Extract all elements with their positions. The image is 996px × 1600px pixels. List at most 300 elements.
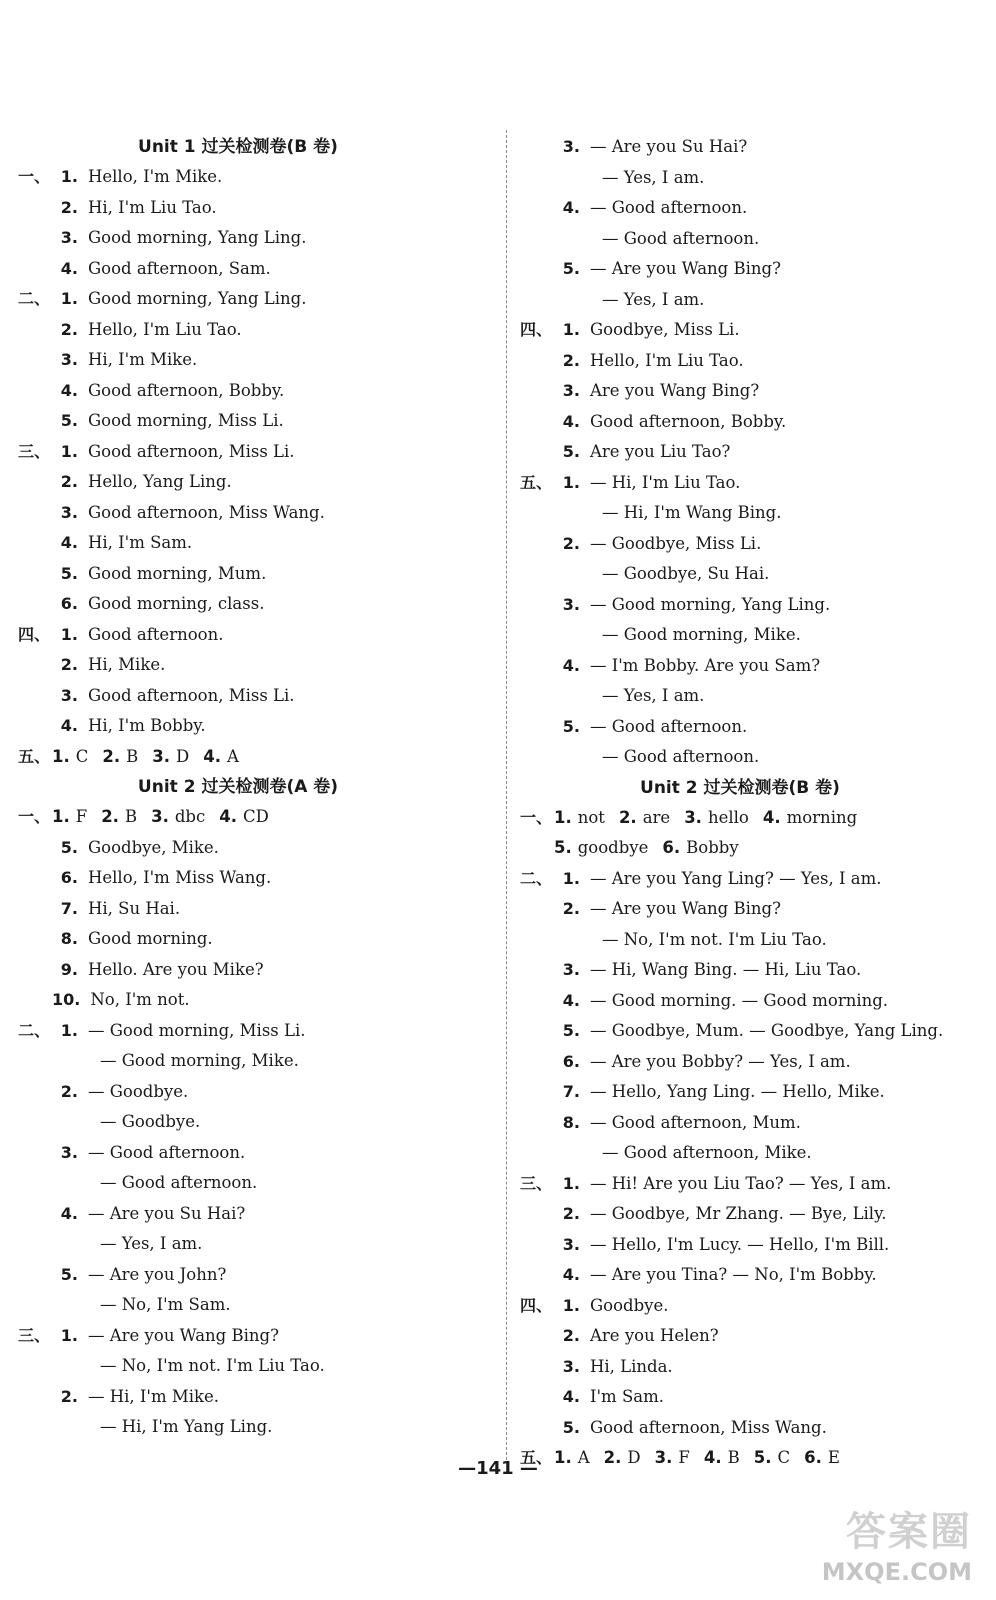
answer-line — [520, 681, 990, 712]
answer-line — [18, 162, 488, 193]
answer-line — [520, 712, 990, 743]
answer-line — [520, 1016, 990, 1047]
answer-line — [520, 1382, 990, 1413]
watermark-logo — [822, 1500, 972, 1592]
answer-value: A — [577, 1448, 590, 1467]
answer-text: — Hi, Wang Bing. — Hi, Liu Tao. — [590, 960, 862, 979]
section-marker: 二、 — [18, 289, 51, 308]
right-column — [520, 132, 990, 1474]
answer-line — [18, 254, 488, 285]
answer-text: — Yes, I am. — [602, 686, 705, 705]
answer-number: 6. — [562, 1051, 580, 1071]
answer-number: 8. — [60, 929, 78, 948]
left-column — [18, 132, 488, 1443]
answer-number: 6. — [804, 1448, 822, 1467]
answer-line — [520, 894, 990, 925]
answer-number: 2. — [562, 533, 580, 553]
section-marker: 一、 — [18, 807, 51, 826]
answer-text: — Are you Wang Bing? — [88, 1325, 279, 1345]
answer-text: No, I'm not. — [90, 990, 190, 1009]
section-heading: Unit 1 过关检测卷(B 卷) — [138, 137, 338, 157]
answer-text: Good afternoon. — [88, 624, 224, 644]
answer-text: — Goodbye. — [88, 1081, 189, 1101]
answer-line — [18, 1016, 488, 1047]
answer-number: 1. — [60, 1325, 78, 1345]
answer-number: 2. — [60, 1081, 78, 1101]
answer-text: — Good afternoon, Mum. — [590, 1112, 801, 1132]
answer-text: Good morning, class. — [88, 594, 265, 613]
answer-text: Hello, I'm Miss Wang. — [88, 868, 272, 887]
answer-number: 3. — [562, 594, 580, 614]
answer-line — [18, 650, 488, 681]
answer-number: 3. — [60, 685, 78, 705]
answer-number: 5. — [60, 563, 78, 583]
answer-number: 2. — [101, 807, 119, 826]
answer-text: Good morning, Yang Ling. — [88, 228, 307, 247]
answer-number: 8. — [562, 1112, 580, 1132]
answer-text: Hi, Linda. — [590, 1356, 673, 1376]
answer-text: — No, I'm not. I'm Liu Tao. — [602, 929, 827, 949]
answer-number: 2. — [603, 1448, 622, 1467]
answer-line — [520, 1199, 990, 1230]
answer-text: — Hi, I'm Mike. — [88, 1386, 220, 1406]
answer-number: 3. — [562, 137, 580, 156]
answer-number: 3. — [152, 746, 171, 766]
answer-text: — Goodbye. — [100, 1112, 201, 1131]
answer-number: 1. — [554, 1448, 572, 1467]
answer-line — [18, 498, 488, 529]
answer-text: — Yes, I am. — [602, 289, 705, 309]
answer-line — [520, 590, 990, 621]
answer-line — [18, 620, 488, 651]
section-heading: Unit 2 过关检测卷(B 卷) — [640, 777, 840, 798]
answer-text: Hello, I'm Mike. — [88, 167, 223, 186]
answer-value: Bobby — [686, 838, 739, 857]
answer-text: — Are you Wang Bing? — [590, 259, 781, 278]
answer-number: 3. — [562, 1356, 580, 1376]
answer-text: — Are you Yang Ling? — Yes, I am. — [590, 868, 882, 888]
answer-text: — I'm Bobby. Are you Sam? — [590, 655, 821, 675]
answer-number: 1. — [60, 624, 78, 644]
answer-line — [520, 986, 990, 1017]
answer-number: 1. — [60, 1020, 78, 1040]
section-heading: Unit 2 过关检测卷(A 卷) — [137, 777, 339, 797]
answer-text: — Yes, I am. — [602, 167, 705, 187]
answer-text: — Hello, Yang Ling. — Hello, Mike. — [590, 1082, 885, 1101]
answer-number: 4. — [60, 533, 78, 552]
answer-number: 4. — [562, 198, 580, 217]
answer-text: — Hi, I'm Liu Tao. — [590, 472, 741, 492]
answer-number: 4. — [762, 807, 781, 827]
answer-text: — Goodbye, Su Hai. — [602, 564, 770, 583]
answer-value: C — [777, 1448, 791, 1467]
answer-text: Goodbye. — [590, 1295, 669, 1315]
answer-number: 1. — [52, 746, 70, 766]
answer-number: 3. — [60, 1142, 78, 1162]
answer-number: 4. — [203, 746, 221, 766]
answer-text: — Hi, I'm Wang Bing. — [602, 503, 782, 522]
answer-line — [520, 1169, 990, 1200]
answer-text: Good afternoon, Miss Li. — [88, 441, 295, 461]
answer-line — [18, 1229, 488, 1260]
answer-text: — Hi! Are you Liu Tao? — Yes, I am. — [590, 1173, 892, 1193]
answer-line — [520, 1321, 990, 1352]
answer-value: C — [75, 746, 89, 766]
answer-text: — Are you Su Hai? — [590, 137, 748, 156]
answer-line — [520, 437, 990, 468]
answer-number: 10. — [52, 990, 81, 1009]
answer-text: — Good afternoon. — [590, 716, 748, 736]
answer-line — [520, 1291, 990, 1322]
answer-line — [18, 223, 488, 254]
answer-line — [18, 406, 488, 437]
answer-value: hello — [707, 807, 749, 827]
answer-line — [18, 1260, 488, 1291]
answer-text: Good afternoon, Miss Li. — [88, 685, 295, 705]
answer-number: 2. — [562, 1326, 580, 1345]
answer-line — [520, 1138, 990, 1169]
answer-line — [520, 1230, 990, 1261]
answer-text: Are you Liu Tao? — [590, 442, 731, 461]
answer-line — [520, 833, 990, 864]
answer-text: — Good morning. — Good morning. — [590, 990, 889, 1010]
answer-line — [18, 1412, 488, 1443]
section-marker: 五、 — [520, 472, 553, 492]
answer-number: 1. — [60, 167, 78, 186]
answer-line — [520, 315, 990, 346]
answer-text: — Good morning, Yang Ling. — [590, 594, 831, 614]
answer-number: 4. — [219, 807, 237, 826]
answer-text: Good afternoon, Miss Wang. — [590, 1417, 827, 1437]
answer-number: 3. — [60, 228, 78, 247]
answer-text: Hi, I'm Mike. — [88, 350, 198, 369]
answer-number: 5. — [60, 411, 78, 430]
answer-text: — Are you Wang Bing? — [590, 899, 781, 918]
answer-number: 3. — [684, 807, 702, 827]
answer-text: Are you Wang Bing? — [590, 381, 760, 400]
answer-line — [520, 1108, 990, 1139]
answer-text: — Goodbye, Mum. — Goodbye, Yang Ling. — [590, 1021, 944, 1040]
answer-number: 1. — [60, 289, 78, 308]
answer-line — [520, 742, 990, 773]
answer-number: 4. — [60, 258, 78, 278]
answer-text: Hi, Su Hai. — [88, 898, 181, 918]
answer-line — [18, 1046, 488, 1077]
answer-number: 2. — [562, 350, 580, 370]
inline-answer — [554, 838, 648, 857]
answer-line — [18, 559, 488, 590]
answer-text: Hello, I'm Liu Tao. — [590, 350, 744, 370]
answer-text: — No, I'm Sam. — [100, 1295, 231, 1314]
answer-line — [18, 1077, 488, 1108]
answer-number: 3. — [562, 381, 580, 400]
answer-line — [18, 681, 488, 712]
answer-number: 2. — [60, 319, 78, 339]
answer-text: — Good afternoon. — [590, 198, 748, 217]
inline-answer — [102, 747, 138, 766]
answer-line — [520, 925, 990, 956]
answer-number: 4. — [60, 716, 78, 735]
answer-line — [18, 1199, 488, 1230]
answer-text: — Good afternoon. — [88, 1142, 246, 1162]
answer-line — [520, 529, 990, 560]
answer-text: Good morning, Miss Li. — [88, 411, 284, 430]
answer-text: Hello, I'm Liu Tao. — [88, 319, 242, 339]
answer-number: 2. — [60, 1386, 78, 1406]
answer-line — [18, 437, 488, 468]
answer-number: 5. — [60, 837, 78, 857]
section-marker: 一、 — [18, 167, 51, 186]
answer-line — [18, 1290, 488, 1321]
answer-line — [520, 376, 990, 407]
answer-number: 1. — [562, 868, 580, 888]
inline-answer — [219, 807, 269, 826]
answer-line — [18, 985, 488, 1016]
answer-line — [520, 651, 990, 682]
answer-text: Are you Helen? — [590, 1326, 719, 1345]
section-marker: 四、 — [520, 320, 553, 339]
answer-number: 4. — [60, 1203, 78, 1223]
answer-number: 1. — [554, 807, 572, 827]
answer-text: — Hello, I'm Lucy. — Hello, I'm Bill. — [590, 1234, 890, 1254]
answer-line — [18, 467, 488, 498]
answer-text: — Good morning, Mike. — [602, 625, 801, 644]
page-number: —141 — — [458, 1458, 538, 1479]
answer-line — [520, 407, 990, 438]
answer-line — [520, 498, 990, 529]
answer-number: 3. — [60, 350, 78, 369]
answer-number: 1. — [562, 320, 580, 339]
answer-value: B — [126, 746, 139, 766]
answer-text: Hello. Are you Mike? — [88, 959, 264, 979]
answer-line — [520, 285, 990, 316]
answer-line — [520, 1077, 990, 1108]
answer-line — [18, 833, 488, 864]
answer-number: 4. — [60, 380, 78, 400]
answer-number: 2. — [562, 1204, 580, 1223]
answer-text: Good afternoon, Bobby. — [88, 380, 285, 400]
answer-number: 4. — [562, 411, 580, 431]
inline-answer — [662, 838, 738, 857]
answer-number: 6. — [60, 594, 78, 613]
answer-value: goodbye — [577, 838, 649, 857]
answer-line — [520, 254, 990, 285]
answer-line — [520, 803, 990, 834]
answer-number: 4. — [703, 1448, 722, 1467]
section-marker: 二、 — [520, 868, 553, 888]
answer-text: Hi, I'm Bobby. — [88, 716, 206, 735]
answer-line — [18, 1382, 488, 1413]
section-marker: 五、 — [520, 1448, 553, 1467]
answer-text: — Are you John? — [88, 1264, 227, 1284]
answer-text: Good afternoon, Sam. — [88, 258, 271, 278]
answer-number: 4. — [562, 1265, 580, 1284]
inline-answer — [763, 808, 857, 827]
section-marker: 三、 — [18, 1325, 51, 1345]
answer-line — [520, 1047, 990, 1078]
answer-number: 1. — [52, 807, 70, 826]
answer-number: 1. — [562, 1295, 580, 1315]
answer-number: 5. — [753, 1448, 772, 1467]
answer-number: 5. — [562, 1417, 580, 1437]
answer-number: 6. — [60, 868, 78, 887]
answer-line — [18, 315, 488, 346]
answer-text: Hi, Mike. — [88, 655, 166, 674]
answer-number: 1. — [562, 472, 580, 492]
answer-line — [18, 894, 488, 925]
inline-answer — [52, 747, 88, 766]
answer-number: 2. — [102, 746, 121, 766]
answer-line — [520, 193, 990, 224]
answer-text: — Goodbye, Mr Zhang. — Bye, Lily. — [590, 1204, 887, 1223]
answer-line — [18, 193, 488, 224]
answer-text: — Hi, I'm Yang Ling. — [100, 1417, 273, 1436]
answer-number: 4. — [562, 1387, 580, 1406]
answer-text: — No, I'm not. I'm Liu Tao. — [100, 1356, 325, 1375]
answer-text: Good afternoon, Bobby. — [590, 411, 787, 431]
answer-number: 5. — [562, 1021, 580, 1040]
answer-number: 5. — [562, 716, 580, 736]
answer-number: 1. — [60, 441, 78, 461]
section-marker: 二、 — [18, 1020, 51, 1040]
answer-text: — Good afternoon, Mike. — [602, 1143, 812, 1162]
inline-answer — [684, 808, 749, 827]
answer-value: E — [827, 1448, 840, 1467]
answer-line — [520, 163, 990, 194]
answer-text: — Are you Su Hai? — [88, 1203, 246, 1223]
watermark-text: 答案圈 — [846, 1509, 972, 1555]
answer-text: Good morning, Yang Ling. — [88, 289, 307, 308]
answer-line — [520, 620, 990, 651]
answer-text: — Are you Tina? — No, I'm Bobby. — [590, 1265, 877, 1284]
answer-line — [18, 924, 488, 955]
answer-line — [18, 863, 488, 894]
answer-value: B — [727, 1448, 740, 1467]
answer-line — [18, 711, 488, 742]
answer-value: A — [227, 746, 239, 766]
answer-line — [18, 742, 488, 773]
answer-line — [520, 1260, 990, 1291]
answer-line — [520, 864, 990, 895]
answer-line — [18, 802, 488, 833]
answer-number: 4. — [562, 655, 580, 675]
answer-number: 2. — [60, 655, 78, 674]
answer-value: F — [678, 1448, 690, 1467]
answer-line — [520, 1352, 990, 1383]
answer-number: 9. — [60, 959, 78, 979]
answer-number: 1. — [562, 1173, 580, 1193]
answer-number: 7. — [562, 1082, 580, 1101]
answer-line — [18, 1107, 488, 1138]
answer-number: 3. — [562, 960, 580, 979]
answer-number: 3. — [151, 807, 169, 826]
answer-number: 6. — [662, 838, 681, 857]
answer-text: Hi, I'm Liu Tao. — [88, 197, 217, 217]
answer-value: dbc — [174, 807, 206, 826]
answer-text: — Are you Bobby? — Yes, I am. — [590, 1051, 851, 1071]
answer-line — [520, 559, 990, 590]
answer-text: — Goodbye, Miss Li. — [590, 533, 762, 553]
inline-answer — [619, 808, 670, 827]
answer-text: — Yes, I am. — [100, 1234, 203, 1253]
section-marker: 一、 — [520, 807, 553, 827]
answer-number: 2. — [60, 472, 78, 491]
answer-text: — Good afternoon. — [602, 747, 760, 766]
inline-answer — [151, 807, 205, 826]
answer-number: 5. — [60, 1264, 78, 1284]
answer-number: 3. — [654, 1448, 673, 1467]
answer-line — [520, 132, 990, 163]
answer-number: 3. — [562, 1234, 580, 1254]
answer-line — [18, 955, 488, 986]
section-marker: 四、 — [18, 624, 51, 644]
answer-text: Hi, I'm Sam. — [88, 533, 193, 552]
answer-number: 5. — [562, 442, 580, 461]
answer-line — [18, 1138, 488, 1169]
answer-text: Good morning. — [88, 929, 213, 948]
answer-line — [520, 224, 990, 255]
inline-answer — [152, 747, 189, 766]
answer-text: Goodbye, Miss Li. — [590, 320, 740, 339]
answer-text: — Good afternoon. — [602, 228, 760, 248]
section-marker: 四、 — [520, 1295, 553, 1315]
inline-answer — [101, 807, 137, 826]
column-divider — [506, 130, 507, 1460]
answer-text: — Good afternoon. — [100, 1173, 258, 1192]
answer-text: — Good morning, Mike. — [100, 1051, 299, 1070]
answer-line — [18, 284, 488, 315]
section-marker: 三、 — [18, 441, 51, 461]
answer-number: 5. — [562, 259, 580, 278]
answer-line — [520, 955, 990, 986]
answer-number: 7. — [60, 898, 78, 918]
answer-text: I'm Sam. — [590, 1387, 664, 1406]
answer-number: 2. — [618, 807, 637, 827]
answer-value: are — [642, 807, 671, 827]
answer-text: Goodbye, Mike. — [88, 837, 219, 857]
answer-line — [520, 1413, 990, 1444]
answer-line — [520, 468, 990, 499]
answer-value: CD — [242, 807, 269, 826]
inline-answer — [203, 747, 239, 766]
answer-value: D — [627, 1448, 641, 1467]
inline-answer — [52, 807, 87, 826]
answer-text: — Good morning, Miss Li. — [88, 1020, 306, 1040]
answer-text: Good morning, Mum. — [88, 563, 267, 583]
answer-value: F — [75, 807, 88, 826]
answer-line — [18, 1351, 488, 1382]
answer-text: Good afternoon, Miss Wang. — [88, 502, 325, 522]
watermark-url: MXQE.COM — [821, 1558, 972, 1586]
answer-number: 5. — [554, 838, 572, 857]
section-marker: 五、 — [18, 746, 51, 766]
answer-line — [18, 376, 488, 407]
answer-text: Hello, Yang Ling. — [88, 472, 232, 491]
answer-line — [18, 345, 488, 376]
section-marker: 三、 — [520, 1173, 553, 1193]
answer-line — [520, 346, 990, 377]
answer-number: 2. — [562, 899, 580, 918]
answer-value: D — [176, 746, 190, 766]
answer-value: not — [577, 807, 605, 827]
answer-line — [18, 589, 488, 620]
answer-value: morning — [786, 807, 858, 827]
answer-number: 4. — [562, 990, 580, 1010]
answer-line — [18, 528, 488, 559]
inline-answer — [554, 808, 605, 827]
answer-line — [18, 1168, 488, 1199]
answer-line — [18, 1321, 488, 1352]
